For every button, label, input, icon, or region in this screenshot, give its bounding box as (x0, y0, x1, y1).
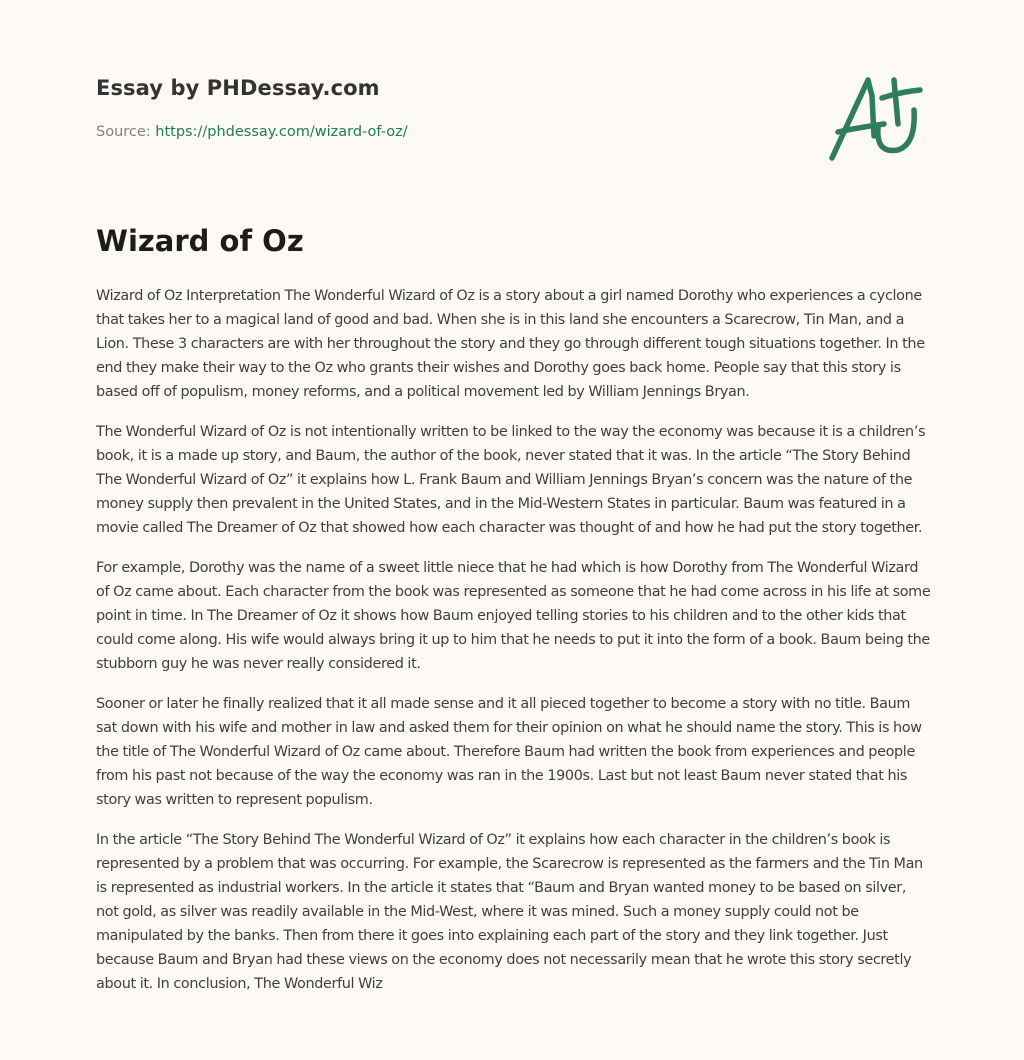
a-plus-grade-icon (824, 66, 928, 166)
paragraph: The Wonderful Wizard of Oz is not intentionally written to be linked to the way the economy was because it is a children’s book, it is a made up story, and Baum, the author of the book, never stated that it was. In the article “The Story Behind The Wonderful Wizard of Oz” it explains how L. Frank Baum and William Jennings Bryan’s concern was the nature of the money supply then prevalent in the United States, and in the Mid-Western States in particular. Baum was featured in a movie called The Dreamer of Oz that showed how each character was thought of and how he had put the story together. (96, 424, 926, 536)
paragraph: Sooner or later he finally realized that it all made sense and it all pieced together to become a story with no title. Baum sat down with his wife and mother in law and asked them for their opinion on what he should name the story. This is how the title of The Wonderful Wizard of Oz came about. Therefore Baum had written the book from experiences and people from his past not because of the way the economy was ran in the 1900s. Last but not least Baum never stated that his story was written to represent populism. (96, 696, 922, 808)
source-label: Source: (96, 124, 156, 140)
paragraph: In the article “The Story Behind The Wonderful Wizard of Oz” it explains how each character in the children’s book is represented by a problem that was occurring. For example, the Scarecrow is represented as the farmers and the Tin Man is represented as industrial workers. In the article it states that “Baum and Bryan wanted money to be based on silver, not gold, as silver was readily available in the Mid-West, where it was mined. Such a money supply could not be manipulated by the banks. Then from there it goes into explaining each part of the story and they link together. Just because Baum and Bryan had these views on the economy does not necessarily mean that he wrote this story secretly about it. In conclusion, The Wonderful Wiz (96, 832, 923, 992)
article-body (96, 284, 932, 1012)
article-title: Wizard of Oz (96, 224, 304, 258)
paragraph: Wizard of Oz Interpretation The Wonderful Wizard of Oz is a story about a girl named Dorothy who experiences a cyclone that takes her to a magical land of good and bad. When she is in this land she encounters a Scarecrow, Tin Man, and a Lion. These 3 characters are with her throughout the story and they go through different tough situations together. In the end they make their way to the Oz who grants their wishes and Dorothy goes back home. People say that this story is based off of populism, money reforms, and a political movement led by William Jennings Bryan. (96, 288, 925, 400)
source-link[interactable]: https://phdessay.com/wizard-of-oz/ (155, 124, 408, 140)
source-line (96, 124, 408, 140)
paragraph: For example, Dorothy was the name of a sweet little niece that he had which is how Dorothy from The Wonderful Wizard of Oz came about. Each character from the book was represented as someone that he had come across in his life at some point in time. In The Dreamer of Oz it shows how Baum enjoyed telling stories to his children and to the other kids that could come along. His wife would always bring it up to him that he needs to put it into the form of a book. Baum being the stubborn guy he was never really considered it. (96, 560, 931, 672)
brand-title: Essay by PHDessay.com (96, 76, 380, 100)
